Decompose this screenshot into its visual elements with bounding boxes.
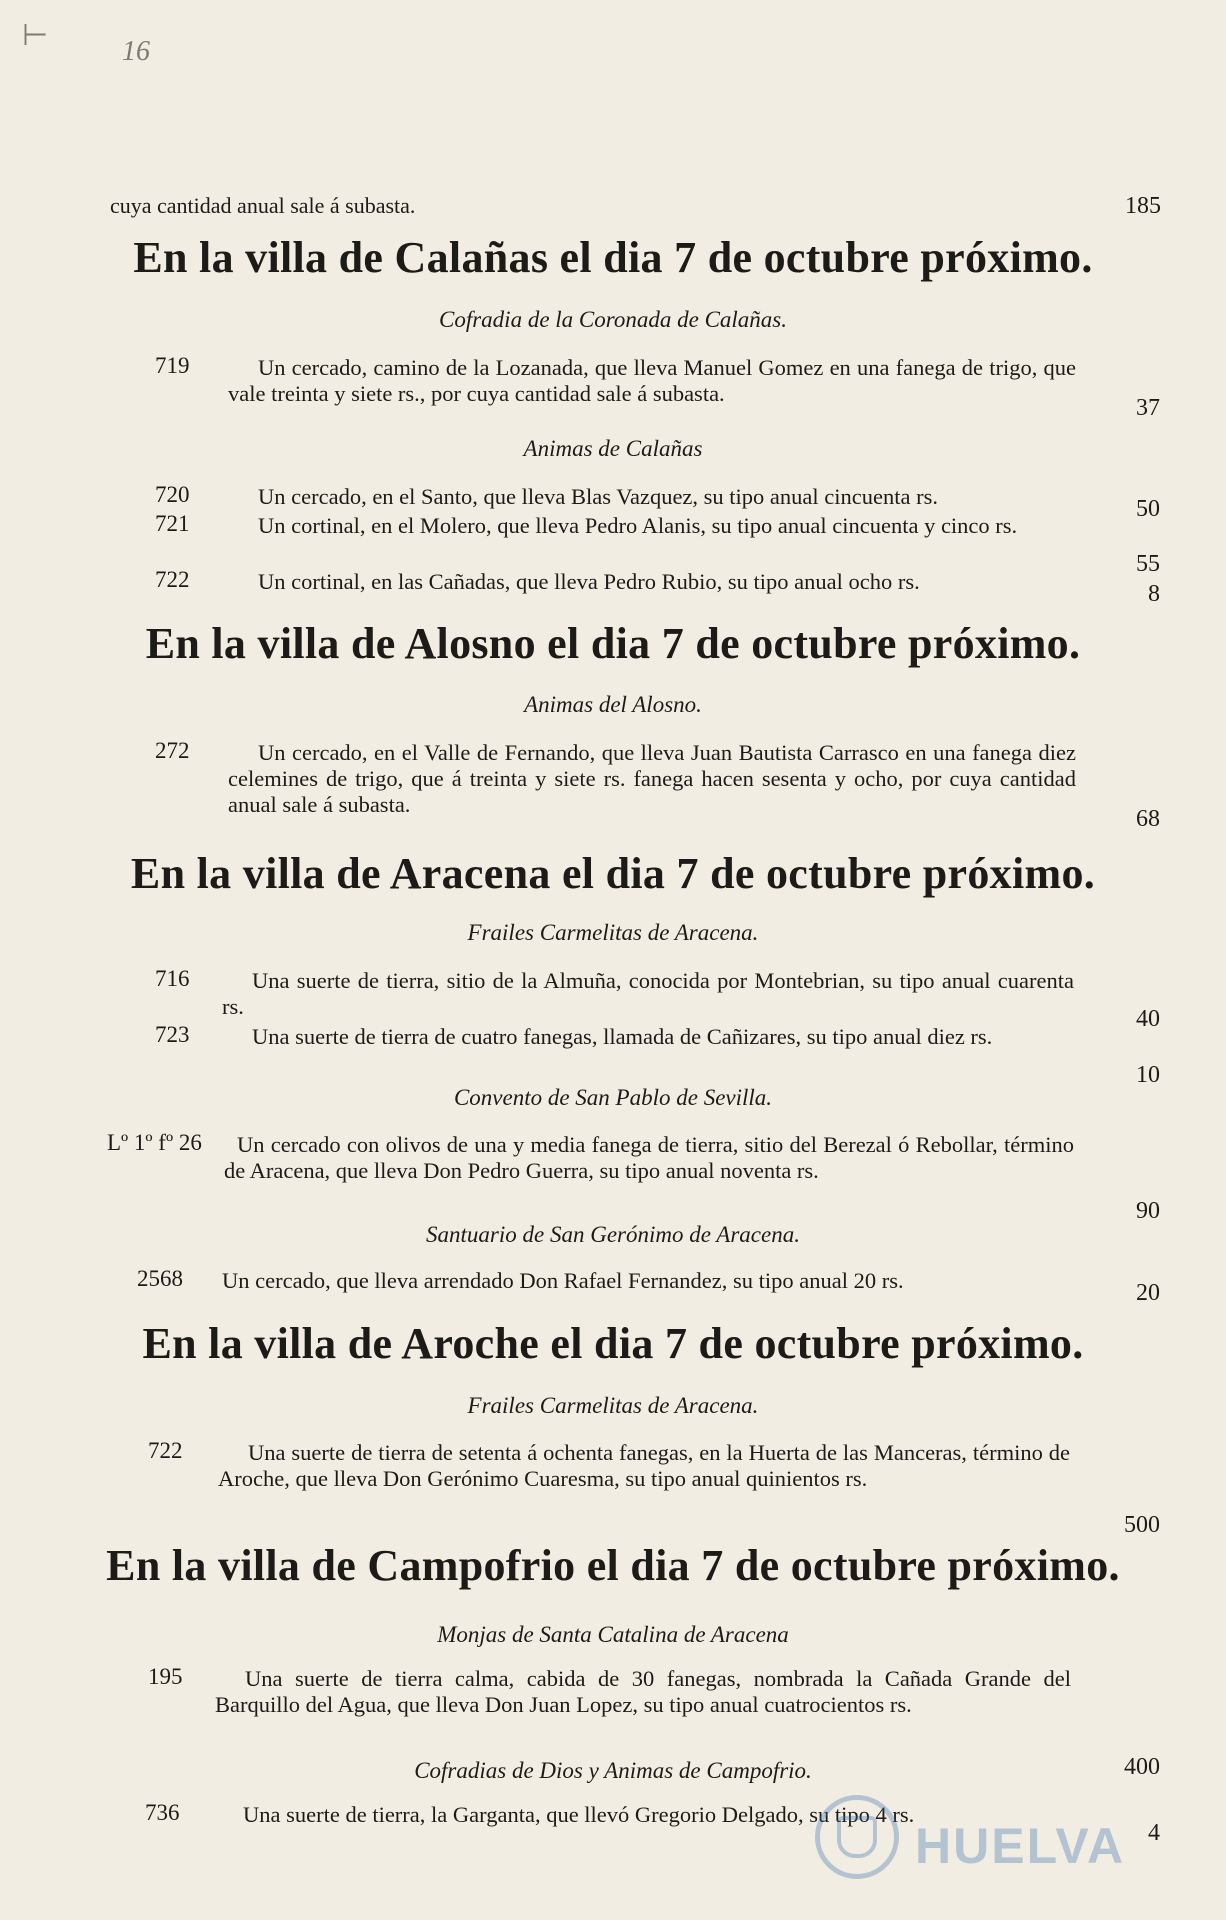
entry-text: Una suerte de tierra de setenta á ochenta fanegas, en la Huerta de las Manceras, término de Aroche, que lleva Don Gerónimo Cuaresma, su tipo anual quinientos rs.: [218, 1440, 1070, 1491]
running-head: [110, 185, 1161, 225]
section-heading: En la villa de Calañas el dia 7 de octubre próximo.: [133, 233, 1093, 282]
entry-number: 720: [155, 482, 190, 507]
entry-number: Lº 1º fº 26: [107, 1130, 202, 1155]
entry-text: Un cercado, camino de la Lozanada, que lleva Manuel Gomez en una fanega de trigo, que vale treinta y siete rs., por cuya cantidad sale á subasta.: [228, 355, 1076, 406]
entry-amount: 68: [1136, 806, 1160, 832]
section-subheading: Cofradias de Dios y Animas de Campofrio.: [414, 1758, 812, 1783]
entry-amount: 500: [1124, 1512, 1160, 1538]
entry-number: 195: [148, 1664, 183, 1689]
section-subheading: Animas de Calañas: [523, 436, 703, 461]
entry-number: 723: [155, 1022, 190, 1047]
entry-number: 721: [155, 511, 190, 536]
section-subheading: Cofradia de la Coronada de Calañas.: [439, 307, 787, 332]
section-heading: En la villa de Alosno el dia 7 de octubre próximo.: [145, 619, 1081, 668]
section-subheading: Monjas de Santa Catalina de Aracena: [437, 1622, 789, 1647]
entry-text: Una suerte de tierra de cuatro fanegas, llamada de Cañizares, su tipo anual diez rs.: [252, 1024, 993, 1049]
section-subheading: Frailes Carmelitas de Aracena.: [467, 920, 759, 945]
entry-amount: 55: [1136, 551, 1160, 577]
entry-text: Una suerte de tierra calma, cabida de 30 fanegas, nombrada la Cañada Grande del Barquillo del Agua, que lleva Don Juan Lopez, su tipo anual cuatrocientos rs.: [215, 1666, 1071, 1717]
entry-text: Un cercado con olivos de una y media fanega de tierra, sitio del Berezal ó Rebollar, término de Aracena, que lleva Don Pedro Guerra, su tipo anual noventa rs.: [224, 1132, 1074, 1183]
section-subheading: Convento de San Pablo de Sevilla.: [453, 1085, 773, 1110]
entry-number: 722: [148, 1438, 183, 1463]
entry-number: 719: [155, 353, 190, 378]
section-heading: En la villa de Campofrio el dia 7 de octubre próximo.: [106, 1541, 1120, 1590]
entry-amount: 400: [1124, 1754, 1160, 1780]
corner-mark: ⊢: [22, 19, 49, 52]
entry-text: Un cercado, en el Santo, que lleva Blas Vazquez, su tipo anual cincuenta rs.: [258, 484, 938, 509]
entry-number: 722: [155, 567, 190, 592]
entry-number: 716: [155, 966, 190, 991]
entry-amount: 50: [1136, 496, 1160, 522]
entry-text: Un cercado, en el Valle de Fernando, que lleva Juan Bautista Carrasco en una fanega diez celemines de trigo, que á treinta y siete rs. fanega hacen sesenta y ocho, por cuya cantidad anual sale á subasta.: [228, 740, 1076, 817]
entry-amount: 4: [1148, 1820, 1160, 1846]
entry-text: Un cortinal, en las Cañadas, que lleva Pedro Rubio, su tipo anual ocho rs.: [258, 569, 920, 594]
entry-amount: 10: [1136, 1062, 1160, 1088]
section-subheading: Animas del Alosno.: [524, 692, 702, 717]
shield-icon: [815, 1795, 899, 1879]
watermark-text: HUELVA: [915, 1818, 1126, 1874]
section-heading: En la villa de Aracena el dia 7 de octubre próximo.: [130, 849, 1096, 898]
entry-number: 736: [145, 1800, 180, 1825]
section-subheading: Santuario de San Gerónimo de Aracena.: [426, 1222, 800, 1247]
entry-text: Una suerte de tierra, la Garganta, que llevó Gregorio Delgado, su tipo 4 rs.: [243, 1802, 915, 1827]
archive-watermark: [815, 1795, 1155, 1880]
entry-text: Un cortinal, en el Molero, que lleva Pedro Alanis, su tipo anual cincuenta y cinco rs.: [258, 513, 1018, 538]
section-heading: En la villa de Aroche el dia 7 de octubre próximo.: [142, 1319, 1084, 1368]
pencil-note: 16: [122, 36, 150, 67]
entry-text: Una suerte de tierra, sitio de la Almuña, conocida por Montebrian, su tipo anual cuarenta rs.: [222, 968, 1074, 1019]
entry-number: 272: [155, 738, 190, 763]
page-number: 185: [1125, 193, 1161, 219]
entry-amount: 40: [1136, 1006, 1160, 1032]
entry-text: Un cercado, que lleva arrendado Don Rafael Fernandez, su tipo anual 20 rs.: [222, 1268, 904, 1293]
entry-amount: 90: [1136, 1198, 1160, 1224]
entry-number: 2568: [137, 1266, 183, 1291]
running-head-text: cuya cantidad anual sale á subasta.: [110, 193, 416, 218]
entry-amount: 20: [1136, 1280, 1160, 1306]
entry-amount: 37: [1136, 395, 1160, 421]
entry-amount: 8: [1148, 581, 1160, 607]
section-subheading: Frailes Carmelitas de Aracena.: [467, 1393, 759, 1418]
